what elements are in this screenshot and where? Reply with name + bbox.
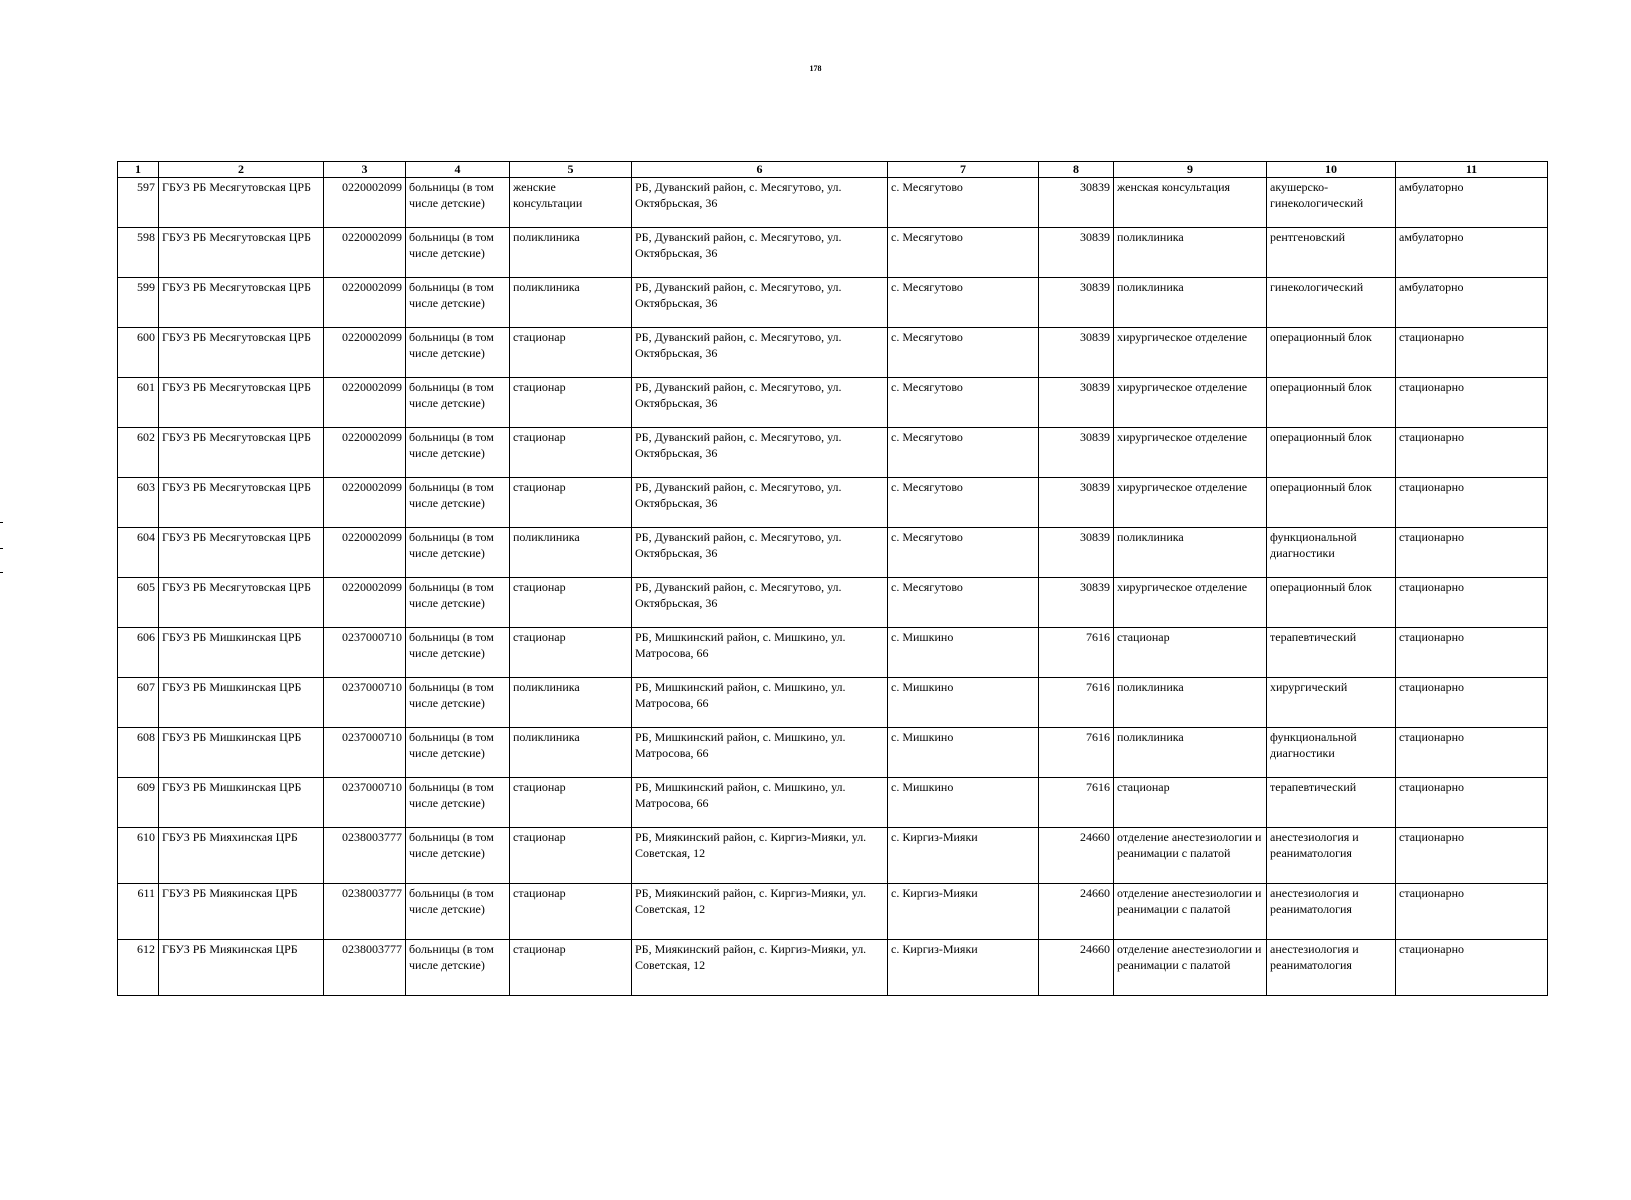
table-row: [118, 228, 1548, 278]
profile-cell: акушерско-гинекологический: [1267, 178, 1396, 228]
organization-code-cell: 0237000710: [324, 628, 406, 678]
unit-name-cell: хирургическое отделение: [1114, 578, 1267, 628]
organization-name-cell: ГБУЗ РБ Месягутовская ЦРБ: [159, 478, 324, 528]
address-cell: РБ, Мишкинский район, с. Мишкино, ул. Матросова, 66: [632, 678, 888, 728]
division-type-cell: стационар: [510, 378, 632, 428]
organization-name-cell: ГБУЗ РБ Месягутовская ЦРБ: [159, 428, 324, 478]
address-cell: РБ, Дуванский район, с. Месягутово, ул. Октябрьская, 36: [632, 428, 888, 478]
column-header: 4: [406, 162, 510, 178]
organization-name-cell: ГБУЗ РБ Месягутовская ЦРБ: [159, 578, 324, 628]
population-cell: 30839: [1039, 478, 1114, 528]
facility-type-cell: больницы (в том числе детские): [406, 228, 510, 278]
division-type-cell: стационар: [510, 478, 632, 528]
unit-name-cell: поликлиника: [1114, 228, 1267, 278]
profile-cell: функциональной диагностики: [1267, 728, 1396, 778]
column-header: 2: [159, 162, 324, 178]
table-row: [118, 828, 1548, 884]
locality-cell: с. Киргиз-Мияки: [888, 940, 1039, 996]
row-number-cell: 599: [118, 278, 159, 328]
unit-name-cell: поликлиника: [1114, 278, 1267, 328]
population-cell: 30839: [1039, 428, 1114, 478]
population-cell: 7616: [1039, 728, 1114, 778]
organization-code-cell: 0220002099: [324, 378, 406, 428]
organization-name-cell: ГБУЗ РБ Мишкинская ЦРБ: [159, 628, 324, 678]
division-type-cell: стационар: [510, 428, 632, 478]
profile-cell: операционный блок: [1267, 328, 1396, 378]
column-header: 6: [632, 162, 888, 178]
margin-tick: [0, 572, 3, 573]
population-cell: 30839: [1039, 378, 1114, 428]
address-cell: РБ, Дуванский район, с. Месягутово, ул. Октябрьская, 36: [632, 378, 888, 428]
profile-cell: анестезиология и реаниматология: [1267, 940, 1396, 996]
address-cell: РБ, Дуванский район, с. Месягутово, ул. Октябрьская, 36: [632, 478, 888, 528]
locality-cell: с. Мишкино: [888, 628, 1039, 678]
address-cell: РБ, Мишкинский район, с. Мишкино, ул. Матросова, 66: [632, 628, 888, 678]
care-mode-cell: стационарно: [1396, 478, 1548, 528]
facility-type-cell: больницы (в том числе детские): [406, 528, 510, 578]
row-number-cell: 611: [118, 884, 159, 940]
care-mode-cell: стационарно: [1396, 828, 1548, 884]
organization-name-cell: ГБУЗ РБ Месягутовская ЦРБ: [159, 228, 324, 278]
population-cell: 30839: [1039, 228, 1114, 278]
table-row: [118, 678, 1548, 728]
profile-cell: операционный блок: [1267, 478, 1396, 528]
organization-name-cell: ГБУЗ РБ Мишкинская ЦРБ: [159, 678, 324, 728]
row-number-cell: 603: [118, 478, 159, 528]
row-number-cell: 600: [118, 328, 159, 378]
table-row: [118, 940, 1548, 996]
organization-name-cell: ГБУЗ РБ Миякинская ЦРБ: [159, 940, 324, 996]
organization-code-cell: 0220002099: [324, 178, 406, 228]
unit-name-cell: поликлиника: [1114, 528, 1267, 578]
margin-tick: [0, 548, 3, 549]
column-header: 1: [118, 162, 159, 178]
profile-cell: терапевтический: [1267, 628, 1396, 678]
unit-name-cell: женская консультация: [1114, 178, 1267, 228]
locality-cell: с. Мишкино: [888, 728, 1039, 778]
unit-name-cell: поликлиника: [1114, 678, 1267, 728]
division-type-cell: поликлиника: [510, 728, 632, 778]
care-mode-cell: стационарно: [1396, 528, 1548, 578]
division-type-cell: поликлиника: [510, 228, 632, 278]
table-row: [118, 428, 1548, 478]
column-header: 5: [510, 162, 632, 178]
division-type-cell: стационар: [510, 578, 632, 628]
care-mode-cell: стационарно: [1396, 328, 1548, 378]
population-cell: 24660: [1039, 828, 1114, 884]
address-cell: РБ, Миякинский район, с. Киргиз-Мияки, ул. Советская, 12: [632, 940, 888, 996]
table-row: [118, 278, 1548, 328]
address-cell: РБ, Дуванский район, с. Месягутово, ул. Октябрьская, 36: [632, 528, 888, 578]
profile-cell: хирургический: [1267, 678, 1396, 728]
facility-type-cell: больницы (в том числе детские): [406, 778, 510, 828]
profile-cell: анестезиология и реаниматология: [1267, 828, 1396, 884]
facility-type-cell: больницы (в том числе детские): [406, 728, 510, 778]
organization-name-cell: ГБУЗ РБ Мишкинская ЦРБ: [159, 728, 324, 778]
population-cell: 24660: [1039, 940, 1114, 996]
unit-name-cell: стационар: [1114, 778, 1267, 828]
row-number-cell: 602: [118, 428, 159, 478]
division-type-cell: стационар: [510, 828, 632, 884]
care-mode-cell: стационарно: [1396, 578, 1548, 628]
organization-code-cell: 0238003777: [324, 884, 406, 940]
unit-name-cell: отделение анестезиологии и реанимации с палатой: [1114, 828, 1267, 884]
row-number-cell: 608: [118, 728, 159, 778]
locality-cell: с. Месягутово: [888, 428, 1039, 478]
row-number-cell: 598: [118, 228, 159, 278]
locality-cell: с. Месягутово: [888, 328, 1039, 378]
address-cell: РБ, Дуванский район, с. Месягутово, ул. Октябрьская, 36: [632, 178, 888, 228]
organization-code-cell: 0237000710: [324, 728, 406, 778]
organization-code-cell: 0237000710: [324, 678, 406, 728]
table-row: [118, 578, 1548, 628]
organization-name-cell: ГБУЗ РБ Месягутовская ЦРБ: [159, 178, 324, 228]
profile-cell: терапевтический: [1267, 778, 1396, 828]
table-row: [118, 778, 1548, 828]
unit-name-cell: хирургическое отделение: [1114, 428, 1267, 478]
unit-name-cell: хирургическое отделение: [1114, 378, 1267, 428]
unit-name-cell: отделение анестезиологии и реанимации с палатой: [1114, 884, 1267, 940]
unit-name-cell: хирургическое отделение: [1114, 328, 1267, 378]
facility-type-cell: больницы (в том числе детские): [406, 628, 510, 678]
care-mode-cell: стационарно: [1396, 428, 1548, 478]
profile-cell: гинекологический: [1267, 278, 1396, 328]
table-row: [118, 478, 1548, 528]
header-row: [118, 162, 1548, 178]
row-number-cell: 612: [118, 940, 159, 996]
address-cell: РБ, Миякинский район, с. Киргиз-Мияки, ул. Советская, 12: [632, 884, 888, 940]
organization-name-cell: ГБУЗ РБ Миякинская ЦРБ: [159, 884, 324, 940]
care-mode-cell: амбулаторно: [1396, 228, 1548, 278]
table-row: [118, 728, 1548, 778]
address-cell: РБ, Мишкинский район, с. Мишкино, ул. Матросова, 66: [632, 728, 888, 778]
organization-code-cell: 0238003777: [324, 828, 406, 884]
organization-name-cell: ГБУЗ РБ Мишкинская ЦРБ: [159, 778, 324, 828]
division-type-cell: женские консультации: [510, 178, 632, 228]
facility-type-cell: больницы (в том числе детские): [406, 178, 510, 228]
organization-code-cell: 0220002099: [324, 578, 406, 628]
population-cell: 30839: [1039, 178, 1114, 228]
margin-tick: [0, 522, 3, 523]
locality-cell: с. Месягутово: [888, 478, 1039, 528]
facility-type-cell: больницы (в том числе детские): [406, 278, 510, 328]
locality-cell: с. Месягутово: [888, 228, 1039, 278]
division-type-cell: стационар: [510, 884, 632, 940]
locality-cell: с. Месягутово: [888, 378, 1039, 428]
locality-cell: с. Мишкино: [888, 678, 1039, 728]
page-number: 178: [809, 64, 822, 73]
row-number-cell: 607: [118, 678, 159, 728]
organization-code-cell: 0238003777: [324, 940, 406, 996]
unit-name-cell: поликлиника: [1114, 728, 1267, 778]
organization-name-cell: ГБУЗ РБ Месягутовская ЦРБ: [159, 278, 324, 328]
column-header: 7: [888, 162, 1039, 178]
care-mode-cell: стационарно: [1396, 678, 1548, 728]
column-header: 3: [324, 162, 406, 178]
division-type-cell: поликлиника: [510, 278, 632, 328]
organization-code-cell: 0220002099: [324, 478, 406, 528]
address-cell: РБ, Дуванский район, с. Месягутово, ул. Октябрьская, 36: [632, 578, 888, 628]
unit-name-cell: стационар: [1114, 628, 1267, 678]
population-cell: 7616: [1039, 678, 1114, 728]
locality-cell: с. Киргиз-Мияки: [888, 828, 1039, 884]
population-cell: 7616: [1039, 778, 1114, 828]
locality-cell: с. Месягутово: [888, 178, 1039, 228]
care-mode-cell: стационарно: [1396, 940, 1548, 996]
population-cell: 30839: [1039, 328, 1114, 378]
population-cell: 7616: [1039, 628, 1114, 678]
locality-cell: с. Киргиз-Мияки: [888, 884, 1039, 940]
division-type-cell: стационар: [510, 778, 632, 828]
organization-name-cell: ГБУЗ РБ Месягутовская ЦРБ: [159, 328, 324, 378]
organization-code-cell: 0220002099: [324, 278, 406, 328]
facility-type-cell: больницы (в том числе детские): [406, 884, 510, 940]
organization-name-cell: ГБУЗ РБ Месягутовская ЦРБ: [159, 528, 324, 578]
facility-type-cell: больницы (в том числе детские): [406, 478, 510, 528]
table-row: [118, 178, 1548, 228]
care-mode-cell: стационарно: [1396, 778, 1548, 828]
table-row: [118, 628, 1548, 678]
facility-type-cell: больницы (в том числе детские): [406, 328, 510, 378]
locality-cell: с. Месягутово: [888, 528, 1039, 578]
facility-type-cell: больницы (в том числе детские): [406, 940, 510, 996]
column-header: 9: [1114, 162, 1267, 178]
population-cell: 30839: [1039, 278, 1114, 328]
facility-type-cell: больницы (в том числе детские): [406, 578, 510, 628]
division-type-cell: поликлиника: [510, 678, 632, 728]
population-cell: 30839: [1039, 578, 1114, 628]
facility-type-cell: больницы (в том числе детские): [406, 378, 510, 428]
column-header: 10: [1267, 162, 1396, 178]
column-header: 8: [1039, 162, 1114, 178]
profile-cell: рентгеновский: [1267, 228, 1396, 278]
facility-type-cell: больницы (в том числе детские): [406, 678, 510, 728]
column-header: 11: [1396, 162, 1548, 178]
profile-cell: операционный блок: [1267, 428, 1396, 478]
population-cell: 24660: [1039, 884, 1114, 940]
facility-type-cell: больницы (в том числе детские): [406, 828, 510, 884]
address-cell: РБ, Дуванский район, с. Месягутово, ул. Октябрьская, 36: [632, 228, 888, 278]
organization-code-cell: 0220002099: [324, 428, 406, 478]
locality-cell: с. Месягутово: [888, 578, 1039, 628]
table-row: [118, 528, 1548, 578]
care-mode-cell: стационарно: [1396, 378, 1548, 428]
locality-cell: с. Мишкино: [888, 778, 1039, 828]
facility-type-cell: больницы (в том числе детские): [406, 428, 510, 478]
registry-table: [117, 161, 1548, 996]
population-cell: 30839: [1039, 528, 1114, 578]
division-type-cell: поликлиника: [510, 528, 632, 578]
organization-code-cell: 0237000710: [324, 778, 406, 828]
locality-cell: с. Месягутово: [888, 278, 1039, 328]
unit-name-cell: отделение анестезиологии и реанимации с палатой: [1114, 940, 1267, 996]
organization-name-cell: ГБУЗ РБ Мияхинская ЦРБ: [159, 828, 324, 884]
care-mode-cell: стационарно: [1396, 884, 1548, 940]
organization-code-cell: 0220002099: [324, 328, 406, 378]
organization-code-cell: 0220002099: [324, 528, 406, 578]
row-number-cell: 597: [118, 178, 159, 228]
address-cell: РБ, Миякинский район, с. Киргиз-Мияки, ул. Советская, 12: [632, 828, 888, 884]
division-type-cell: стационар: [510, 940, 632, 996]
table-row: [118, 328, 1548, 378]
care-mode-cell: стационарно: [1396, 628, 1548, 678]
address-cell: РБ, Дуванский район, с. Месягутово, ул. Октябрьская, 36: [632, 328, 888, 378]
row-number-cell: 601: [118, 378, 159, 428]
table-row: [118, 884, 1548, 940]
unit-name-cell: хирургическое отделение: [1114, 478, 1267, 528]
row-number-cell: 605: [118, 578, 159, 628]
organization-code-cell: 0220002099: [324, 228, 406, 278]
profile-cell: операционный блок: [1267, 578, 1396, 628]
profile-cell: функциональной диагностики: [1267, 528, 1396, 578]
row-number-cell: 604: [118, 528, 159, 578]
division-type-cell: стационар: [510, 628, 632, 678]
organization-name-cell: ГБУЗ РБ Месягутовская ЦРБ: [159, 378, 324, 428]
row-number-cell: 606: [118, 628, 159, 678]
care-mode-cell: стационарно: [1396, 728, 1548, 778]
division-type-cell: стационар: [510, 328, 632, 378]
address-cell: РБ, Дуванский район, с. Месягутово, ул. Октябрьская, 36: [632, 278, 888, 328]
row-number-cell: 610: [118, 828, 159, 884]
address-cell: РБ, Мишкинский район, с. Мишкино, ул. Матросова, 66: [632, 778, 888, 828]
profile-cell: анестезиология и реаниматология: [1267, 884, 1396, 940]
care-mode-cell: амбулаторно: [1396, 178, 1548, 228]
row-number-cell: 609: [118, 778, 159, 828]
care-mode-cell: амбулаторно: [1396, 278, 1548, 328]
profile-cell: операционный блок: [1267, 378, 1396, 428]
table-row: [118, 378, 1548, 428]
